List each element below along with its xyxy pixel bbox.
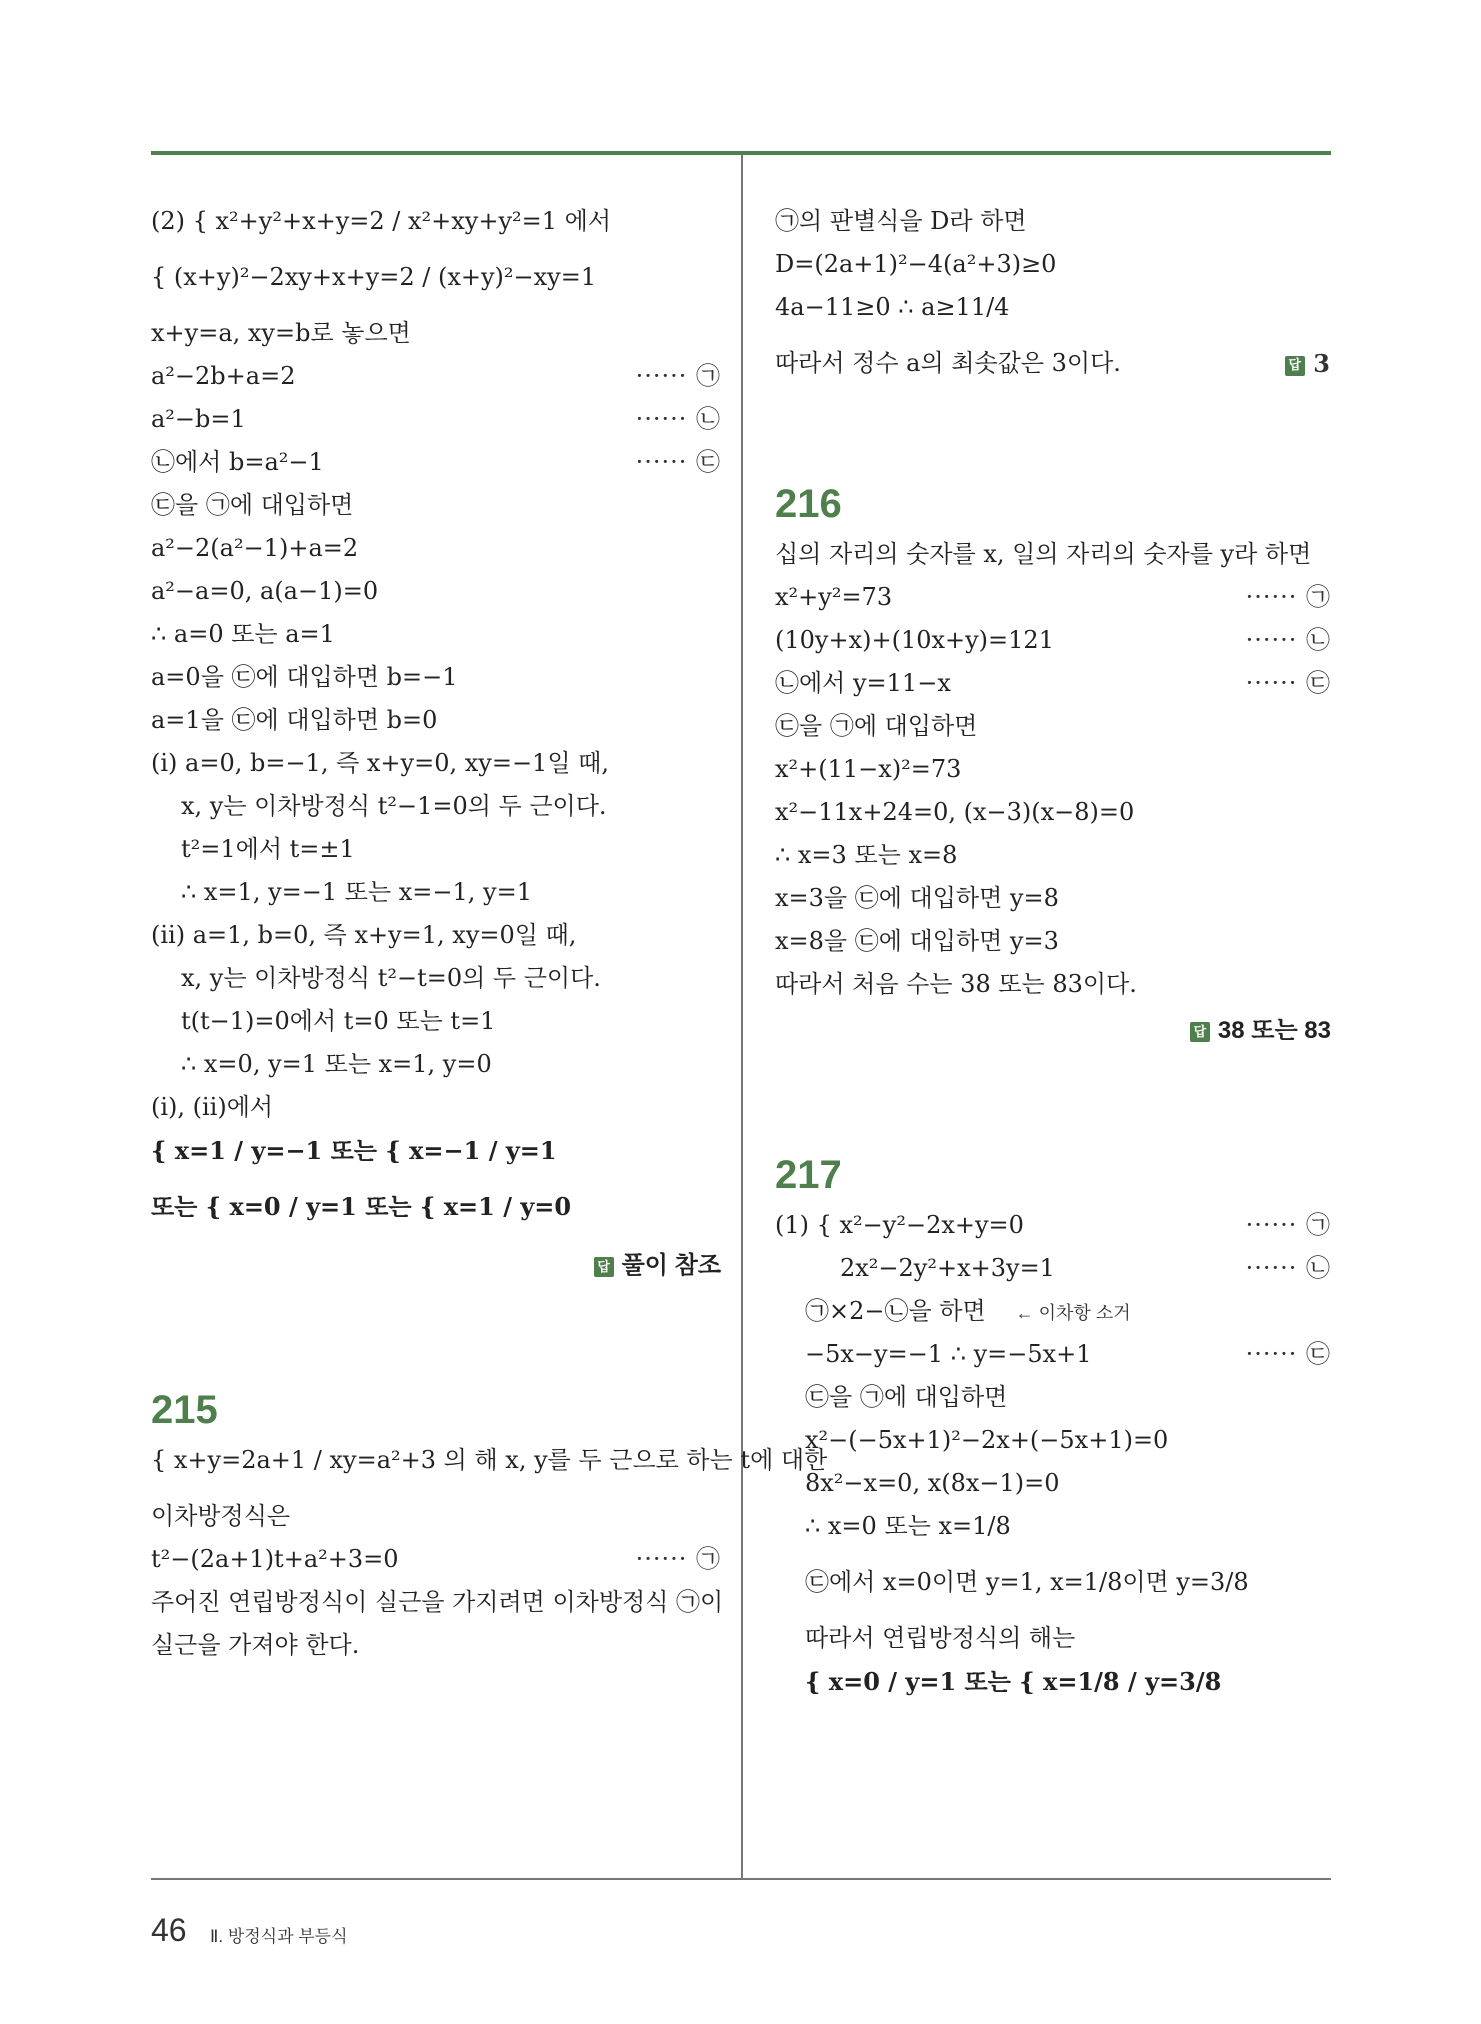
answer-line: 답 38 또는 83 xyxy=(775,1006,1331,1056)
equation-tag: ······ ㉠ xyxy=(1245,1211,1331,1239)
solution-line: x, y는 이차방정식 t²−t=0의 두 근이다. xyxy=(181,964,601,992)
solution-line: { x=0 / y=1 또는 { x=1/8 / y=3/8 xyxy=(805,1667,1222,1696)
solution-line: x²−(−5x+1)²−2x+(−5x+1)=0 xyxy=(805,1426,1169,1454)
solution-line: ∴ x=0, y=1 또는 x=1, y=0 xyxy=(181,1050,492,1078)
right-column xyxy=(775,200,1331,1716)
solution-line: t(t−1)=0에서 t=0 또는 t=1 xyxy=(181,1007,496,1035)
solution-line: x²+y²=73 ······ ㉠ xyxy=(775,576,1331,619)
equation-tag: ······ ㉢ xyxy=(1245,669,1331,697)
answer-badge-icon: 답 xyxy=(1190,1022,1210,1042)
solution-line: (10y+x)+(10x+y)=121 ······ ㉡ xyxy=(775,619,1331,662)
solution-line: t²−(2a+1)t+a²+3=0 ······ ㉠ xyxy=(151,1538,721,1581)
solution-line: 따라서 처음 수는 38 또는 83이다. xyxy=(775,970,1137,998)
page-number: 46 xyxy=(151,1912,187,1948)
solution-line: ㉠×2−㉡을 하면 ← 이차항 소거 xyxy=(805,1297,1131,1325)
solution-line: x+y=a, xy=b로 놓으면 xyxy=(151,319,411,347)
solution-line: a²−a=0, a(a−1)=0 xyxy=(151,577,379,605)
annotation-note: ← 이차항 소거 xyxy=(1015,1303,1131,1323)
solution-line: 또는 { x=0 / y=1 또는 { x=1 / y=0 xyxy=(151,1192,572,1221)
column-divider xyxy=(741,155,743,1878)
equation-tag: ······ ㉠ xyxy=(635,1545,721,1573)
solution-line: x=3을 ㉢에 대입하면 y=8 xyxy=(775,884,1059,912)
equation-tag: ······ ㉠ xyxy=(1245,583,1331,611)
answer-badge-icon: 답 xyxy=(1285,356,1305,376)
solution-line: ∴ x=3 또는 x=8 xyxy=(775,841,958,869)
answer-line: 답 풀이 참조 xyxy=(151,1241,721,1291)
solution-line: { (x+y)²−2xy+x+y=2 / (x+y)²−xy=1 xyxy=(151,263,597,291)
solution-line: ㉠의 판별식을 D라 하면 xyxy=(775,207,1027,235)
answer-badge-icon: 답 xyxy=(594,1257,614,1277)
solution-line: x=8을 ㉢에 대입하면 y=3 xyxy=(775,927,1059,955)
equation-tag: ······ ㉢ xyxy=(635,448,721,476)
solution-line: (1) { x²−y²−2x+y=0 ······ ㉠ xyxy=(775,1204,1331,1247)
solution-line: −5x−y=−1 ∴ y=−5x+1 ······ ㉢ xyxy=(775,1333,1331,1376)
solution-line: ㉢을 ㉠에 대입하면 xyxy=(775,712,978,740)
solution-line: ∴ x=1, y=−1 또는 x=−1, y=1 xyxy=(181,878,532,906)
solution-line: (ⅰ), (ⅱ)에서 xyxy=(151,1093,274,1121)
solution-line: D=(2a+1)²−4(a²+3)≥0 xyxy=(775,250,1057,278)
solution-line: 주어진 연립방정식이 실근을 가지려면 이차방정식 ㉠이 xyxy=(151,1588,724,1616)
problem-number-215: 215 xyxy=(151,1388,218,1432)
solution-line: (ⅱ) a=1, b=0, 즉 x+y=1, xy=0일 때, xyxy=(151,921,577,949)
solution-line: ㉡에서 y=11−x ······ ㉢ xyxy=(775,662,1331,705)
solution-line: a²−2(a²−1)+a=2 xyxy=(151,534,359,562)
equation-tag: ······ ㉡ xyxy=(635,405,721,433)
solution-line: ∴ a=0 또는 a=1 xyxy=(151,620,335,648)
equation-tag: ······ ㉢ xyxy=(1245,1340,1331,1368)
solution-line: 따라서 정수 a의 최솟값은 3이다. 답 3 xyxy=(775,342,1331,385)
solution-line: ㉢을 ㉠에 대입하면 xyxy=(805,1383,1008,1411)
bottom-rule xyxy=(151,1878,1331,1880)
solution-line: (2) { x²+y²+x+y=2 / x²+xy+y²=1 에서 xyxy=(151,207,612,235)
equation-tag: ······ ㉠ xyxy=(635,362,721,390)
solution-line: (ⅰ) a=0, b=−1, 즉 x+y=0, xy=−1일 때, xyxy=(151,749,609,777)
solution-line: x²+(11−x)²=73 xyxy=(775,755,962,783)
solution-line: t²=1에서 t=±1 xyxy=(181,835,355,863)
solution-line: x, y는 이차방정식 t²−1=0의 두 근이다. xyxy=(181,792,607,820)
solution-line: ㉡에서 b=a²−1 ······ ㉢ xyxy=(151,441,721,484)
problem-number-216: 216 xyxy=(775,482,842,526)
solution-line: ㉢을 ㉠에 대입하면 xyxy=(151,491,354,519)
solution-line: 실근을 가져야 한다. xyxy=(151,1631,360,1659)
solution-line: ∴ x=0 또는 x=1/8 xyxy=(805,1512,1011,1540)
problem-number-217: 217 xyxy=(775,1153,842,1197)
solution-line: { x+y=2a+1 / xy=a²+3 의 해 x, y를 두 근으로 하는 t에 대한 xyxy=(151,1446,828,1474)
solution-line: { x=1 / y=−1 또는 { x=−1 / y=1 xyxy=(151,1136,557,1165)
solution-line: a=0을 ㉢에 대입하면 b=−1 xyxy=(151,663,458,691)
equation-tag: ······ ㉡ xyxy=(1245,1254,1331,1282)
equation-tag: ······ ㉡ xyxy=(1245,626,1331,654)
solution-line: a²−2b+a=2 ······ ㉠ xyxy=(151,355,721,398)
solution-line: 2x²−2y²+x+3y=1 ······ ㉡ xyxy=(775,1247,1331,1290)
answer-line: 답 3 xyxy=(1285,342,1331,385)
solution-line: 이차방정식은 xyxy=(151,1502,291,1530)
solution-line: 4a−11≥0 ∴ a≥11/4 xyxy=(775,293,1010,321)
solution-line: a²−b=1 ······ ㉡ xyxy=(151,398,721,441)
solution-line: 십의 자리의 숫자를 x, 일의 자리의 숫자를 y라 하면 xyxy=(775,540,1312,568)
solution-line: ㉢에서 x=0이면 y=1, x=1/8이면 y=3/8 xyxy=(805,1568,1249,1596)
solution-line: a=1을 ㉢에 대입하면 b=0 xyxy=(151,706,438,734)
solution-line: 따라서 연립방정식의 해는 xyxy=(805,1624,1076,1652)
solution-line: 8x²−x=0, x(8x−1)=0 xyxy=(805,1469,1060,1497)
solution-line: x²−11x+24=0, (x−3)(x−8)=0 xyxy=(775,798,1135,826)
chapter-label: Ⅱ. 방정식과 부등식 xyxy=(210,1927,348,1946)
